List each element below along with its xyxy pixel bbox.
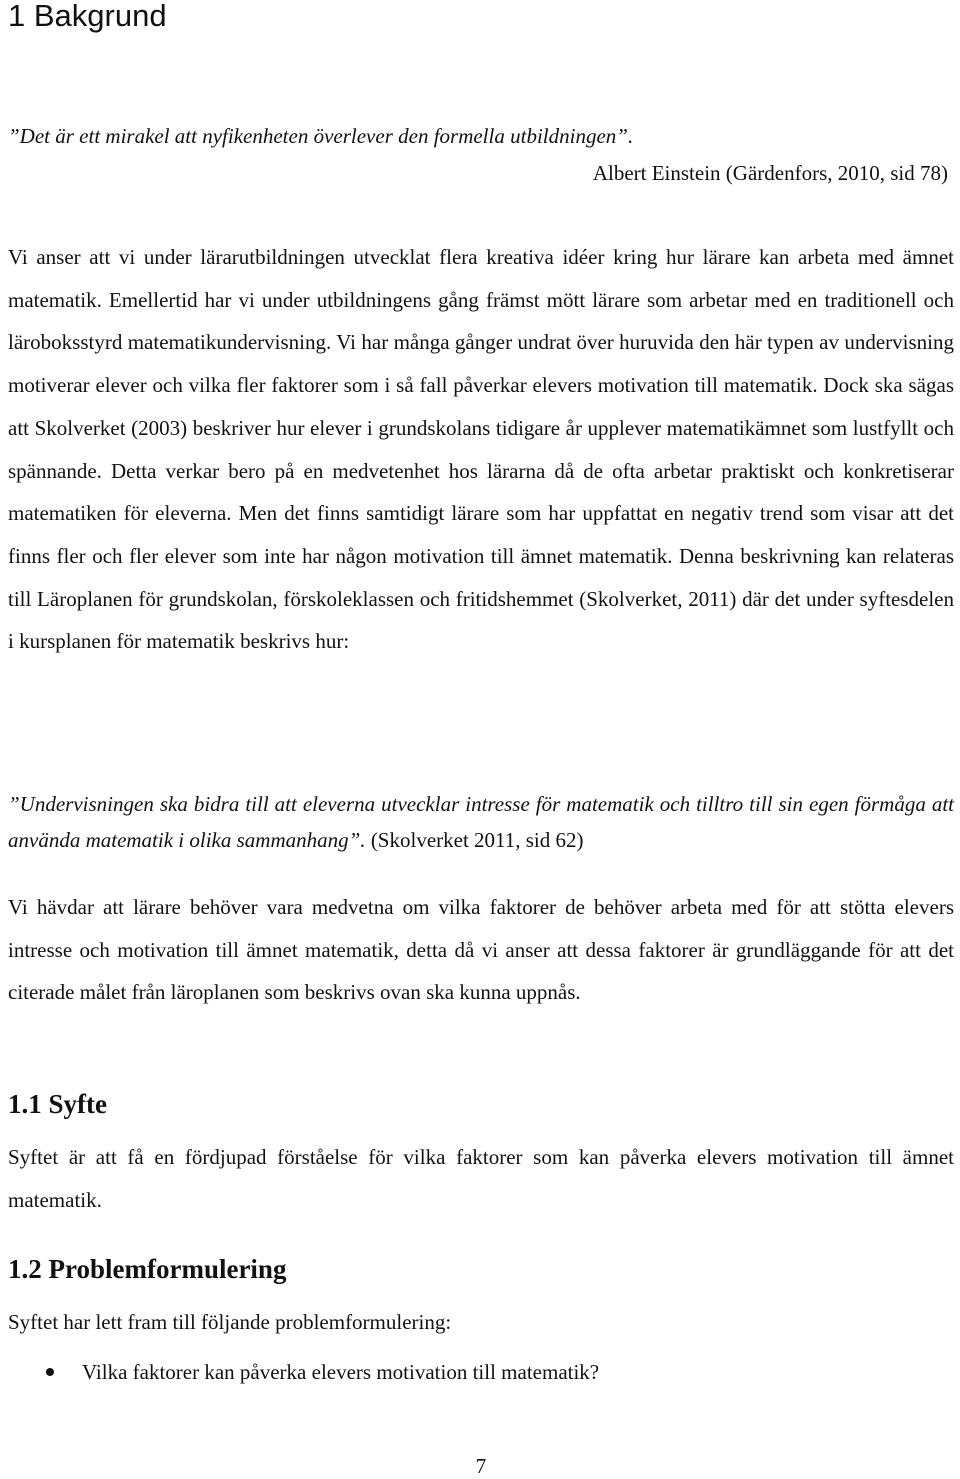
- problemformulering-intro: Syftet har lett fram till följande problemformulering:: [8, 1310, 452, 1334]
- curriculum-quote-citation: (Skolverket 2011, sid 62): [365, 828, 584, 852]
- epigraph-quote: ”Det är ett mirakel att nyfikenheten överlever den formella utbildningen”.: [8, 124, 634, 148]
- list-item: [8, 1351, 954, 1393]
- argument-paragraph: Vi hävdar att lärare behöver vara medvetna om vilka faktorer de behöver arbeta med för att stötta elevers intresse och motivation till ämnet matematik, detta då vi anser att dessa faktorer är grundläggande för att det citerade målet från läroplanen som beskrivs ovan ska kunna uppnås.: [8, 895, 954, 1005]
- bullet-icon: [46, 1368, 54, 1376]
- section-heading-problemformulering: 1.2 Problemformulering: [8, 1254, 287, 1284]
- curriculum-quote: [8, 786, 954, 858]
- curriculum-quote-text: ”Undervisningen ska bidra till att eleverna utvecklar intresse för matematik och tilltro till sin egen förmåga att använda matematik i olika sammanhang”.: [8, 792, 954, 852]
- page-number: 7: [475, 1454, 487, 1478]
- epigraph-attribution: Albert Einstein (Gärdenfors, 2010, sid 78): [592, 161, 948, 185]
- chapter-heading: 1 Bakgrund: [8, 0, 167, 33]
- syfte-paragraph: Syftet är att få en fördjupad förståelse för vilka faktorer som kan påverka elevers motivation till ämnet matematik.: [8, 1145, 954, 1212]
- research-questions-list: [8, 1351, 954, 1393]
- section-heading-syfte: 1.1 Syfte: [8, 1089, 107, 1119]
- background-paragraph: Vi anser att vi under lärarutbildningen utvecklat flera kreativa idéer kring hur lärare kan arbeta med ämnet matematik. Emellertid har vi under utbildningens gång främst mött lärare som arbetar med en traditionell och läroboksstyrd matematikundervisning. Vi har många gånger undrat över huruvida den här typen av undervisning motiverar elever och vilka fler faktorer som i så fall påverkar elevers motivation till matematik. Dock ska sägas att Skolverket (2003) beskriver hur elever i grundskolans tidigare år upplever matematikämnet som lustfyllt och spännande. Detta verkar bero på en medvetenhet hos lärarna då de ofta arbetar praktiskt och konkretiserar matematiken för eleverna. Men det finns samtidigt lärare som har uppfattat en negativ trend som visar att det finns fler och fler elever som inte har någon motivation till ämnet matematik. Denna beskrivning kan relateras till Läroplanen för grundskolan, förskoleklassen och fritidshemmet (Skolverket, 2011) där det under syftesdelen i kursplanen för matematik beskrivs hur:: [8, 245, 954, 654]
- research-question: Vilka faktorer kan påverka elevers motivation till matematik?: [82, 1360, 600, 1384]
